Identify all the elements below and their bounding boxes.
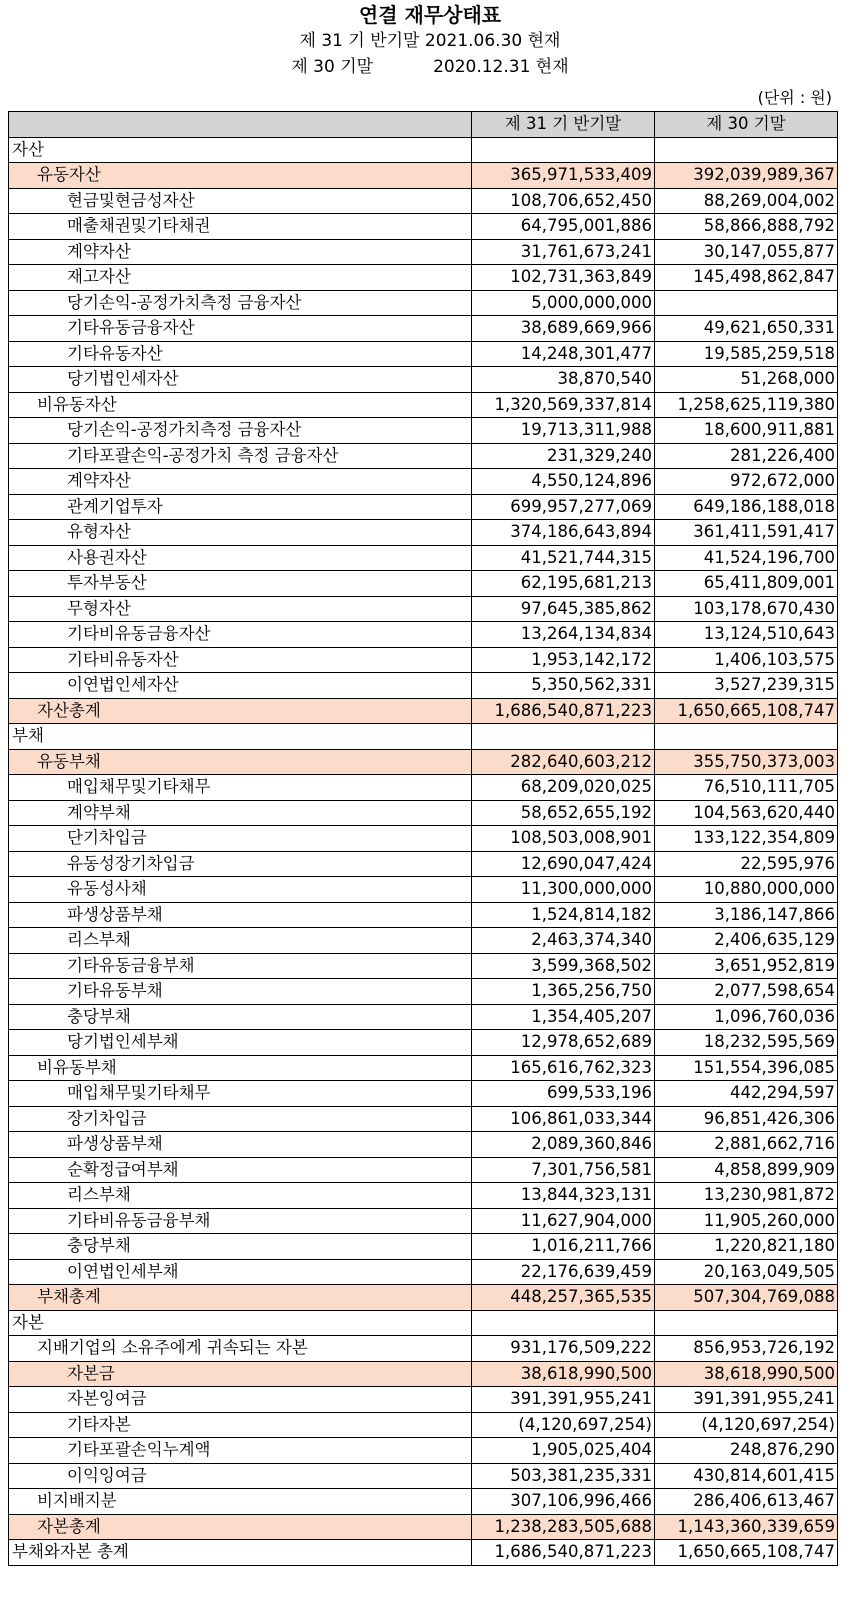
account-name: 계약부채 <box>9 800 472 826</box>
report-header <box>0 0 860 80</box>
current-period-amount: 365,971,533,409 <box>472 163 655 189</box>
prior-period-amount: 151,554,396,085 <box>655 1055 838 1081</box>
current-period-amount: 307,106,996,466 <box>472 1489 655 1515</box>
table-row <box>9 1489 838 1515</box>
prior-period-amount: 38,618,990,500 <box>655 1361 838 1387</box>
account-name: 계약자산 <box>9 239 472 265</box>
balance-sheet-table <box>8 111 838 1566</box>
account-name: 자본금 <box>9 1361 472 1387</box>
account-name: 이연법인세자산 <box>9 673 472 699</box>
table-row <box>9 1004 838 1030</box>
table-row <box>9 647 838 673</box>
table-row <box>9 316 838 342</box>
current-period-amount: 31,761,673,241 <box>472 239 655 265</box>
account-name: 관계기업투자 <box>9 494 472 520</box>
account-name: 기타유동금융부채 <box>9 953 472 979</box>
account-name: 기타포괄손익누계액 <box>9 1438 472 1464</box>
prior-period-amount: 65,411,809,001 <box>655 571 838 597</box>
account-name: 부채 <box>9 724 472 750</box>
account-name: 무형자산 <box>9 596 472 622</box>
account-name: 기타유동자산 <box>9 341 472 367</box>
table-row <box>9 520 838 546</box>
current-period-amount: 102,731,363,849 <box>472 265 655 291</box>
table-row <box>9 1463 838 1489</box>
table-row <box>9 596 838 622</box>
current-period-amount: 1,905,025,404 <box>472 1438 655 1464</box>
current-period-amount: 108,503,008,901 <box>472 826 655 852</box>
period-current: 제 31 기 반기말 2021.06.30 현재 <box>299 31 561 51</box>
account-name: 매입채무및기타채무 <box>9 775 472 801</box>
account-name: 순확정급여부채 <box>9 1157 472 1183</box>
prior-period-amount: (4,120,697,254) <box>655 1412 838 1438</box>
prior-period-amount: 507,304,769,088 <box>655 1285 838 1311</box>
current-period-amount: 38,618,990,500 <box>472 1361 655 1387</box>
prior-period-amount: 355,750,373,003 <box>655 749 838 775</box>
current-period-amount: (4,120,697,254) <box>472 1412 655 1438</box>
current-period-amount: 41,521,744,315 <box>472 545 655 571</box>
account-name: 재고자산 <box>9 265 472 291</box>
account-name: 사용권자산 <box>9 545 472 571</box>
account-name: 유동부채 <box>9 749 472 775</box>
current-period-amount: 13,264,134,834 <box>472 622 655 648</box>
table-row <box>9 469 838 495</box>
prior-period-amount: 76,510,111,705 <box>655 775 838 801</box>
table-row <box>9 1208 838 1234</box>
table-row <box>9 545 838 571</box>
prior-period-amount: 18,600,911,881 <box>655 418 838 444</box>
current-period-amount: 5,350,562,331 <box>472 673 655 699</box>
unit-label: (단위 : 원) <box>757 88 832 107</box>
prior-period-amount: 361,411,591,417 <box>655 520 838 546</box>
account-name: 기타포괄손익-공정가치 측정 금융자산 <box>9 443 472 469</box>
table-row <box>9 1234 838 1260</box>
account-name: 리스부채 <box>9 928 472 954</box>
table-row <box>9 622 838 648</box>
prior-period-amount <box>655 137 838 163</box>
prior-period-amount: 649,186,188,018 <box>655 494 838 520</box>
account-name: 지배기업의 소유주에게 귀속되는 자본 <box>9 1336 472 1362</box>
prior-period-amount: 2,881,662,716 <box>655 1132 838 1158</box>
table-row <box>9 494 838 520</box>
prior-period-amount: 972,672,000 <box>655 469 838 495</box>
table-row <box>9 928 838 954</box>
current-period-amount: 13,844,323,131 <box>472 1183 655 1209</box>
table-row <box>9 137 838 163</box>
prior-period-amount: 392,039,989,367 <box>655 163 838 189</box>
table-row <box>9 1259 838 1285</box>
table-row <box>9 749 838 775</box>
table-row <box>9 1412 838 1438</box>
current-period-amount: 22,176,639,459 <box>472 1259 655 1285</box>
table-row <box>9 1106 838 1132</box>
current-period-amount: 282,640,603,212 <box>472 749 655 775</box>
current-period-amount: 97,645,385,862 <box>472 596 655 622</box>
current-period-amount: 231,329,240 <box>472 443 655 469</box>
prior-period-amount: 3,527,239,315 <box>655 673 838 699</box>
prior-period-amount: 1,258,625,119,380 <box>655 392 838 418</box>
prior-period-amount: 58,866,888,792 <box>655 214 838 240</box>
prior-period-amount: 20,163,049,505 <box>655 1259 838 1285</box>
current-period-amount: 64,795,001,886 <box>472 214 655 240</box>
table-row <box>9 877 838 903</box>
account-name: 매출채권및기타채권 <box>9 214 472 240</box>
table-row <box>9 1438 838 1464</box>
current-period-amount: 108,706,652,450 <box>472 188 655 214</box>
current-period-amount: 2,089,360,846 <box>472 1132 655 1158</box>
account-name: 당기손익-공정가치측정 금융자산 <box>9 418 472 444</box>
prior-period-amount: 1,650,665,108,747 <box>655 1540 838 1566</box>
current-period-amount: 3,599,368,502 <box>472 953 655 979</box>
table-row <box>9 1157 838 1183</box>
table-row <box>9 443 838 469</box>
prior-period-amount: 281,226,400 <box>655 443 838 469</box>
report-title: 연결 재무상태표 <box>358 3 502 27</box>
prior-period-amount: 30,147,055,877 <box>655 239 838 265</box>
account-name: 충당부채 <box>9 1234 472 1260</box>
prior-period-amount: 103,178,670,430 <box>655 596 838 622</box>
account-name: 비지배지분 <box>9 1489 472 1515</box>
current-period-amount: 699,533,196 <box>472 1081 655 1107</box>
account-name: 기타자본 <box>9 1412 472 1438</box>
current-period-amount: 503,381,235,331 <box>472 1463 655 1489</box>
account-name: 당기손익-공정가치측정 금융자산 <box>9 290 472 316</box>
current-period-amount: 38,689,669,966 <box>472 316 655 342</box>
table-row <box>9 367 838 393</box>
current-period-amount: 62,195,681,213 <box>472 571 655 597</box>
prior-period-amount: 18,232,595,569 <box>655 1030 838 1056</box>
header-account <box>9 112 472 138</box>
current-period-amount: 106,861,033,344 <box>472 1106 655 1132</box>
table-row <box>9 1285 838 1311</box>
account-name: 장기차입금 <box>9 1106 472 1132</box>
current-period-amount: 12,690,047,424 <box>472 851 655 877</box>
table-row <box>9 1387 838 1413</box>
table-row <box>9 163 838 189</box>
current-period-amount: 1,686,540,871,223 <box>472 1540 655 1566</box>
table-row <box>9 1336 838 1362</box>
table-row <box>9 698 838 724</box>
account-name: 유동자산 <box>9 163 472 189</box>
prior-period-amount: 391,391,955,241 <box>655 1387 838 1413</box>
current-period-amount: 4,550,124,896 <box>472 469 655 495</box>
current-period-amount: 11,627,904,000 <box>472 1208 655 1234</box>
account-name: 파생상품부채 <box>9 902 472 928</box>
current-period-amount: 38,870,540 <box>472 367 655 393</box>
account-name: 당기법인세부채 <box>9 1030 472 1056</box>
prior-period-amount: 248,876,290 <box>655 1438 838 1464</box>
account-name: 계약자산 <box>9 469 472 495</box>
table-row <box>9 826 838 852</box>
current-period-amount: 12,978,652,689 <box>472 1030 655 1056</box>
table-row <box>9 953 838 979</box>
table-row <box>9 902 838 928</box>
prior-period-amount: 13,230,981,872 <box>655 1183 838 1209</box>
current-period-amount: 2,463,374,340 <box>472 928 655 954</box>
prior-period-amount: 41,524,196,700 <box>655 545 838 571</box>
current-period-amount: 68,209,020,025 <box>472 775 655 801</box>
account-name: 비유동부채 <box>9 1055 472 1081</box>
account-name: 자산 <box>9 137 472 163</box>
prior-period-amount: 51,268,000 <box>655 367 838 393</box>
current-period-amount: 931,176,509,222 <box>472 1336 655 1362</box>
current-period-amount: 19,713,311,988 <box>472 418 655 444</box>
prior-period-amount: 3,186,147,866 <box>655 902 838 928</box>
current-period-amount: 374,186,643,894 <box>472 520 655 546</box>
table-row <box>9 979 838 1005</box>
account-name: 기타비유동금융부채 <box>9 1208 472 1234</box>
current-period-amount <box>472 1310 655 1336</box>
account-name: 투자부동산 <box>9 571 472 597</box>
prior-period-amount: 3,651,952,819 <box>655 953 838 979</box>
header-prior-period: 제 30 기말 <box>655 112 838 138</box>
prior-period-amount: 104,563,620,440 <box>655 800 838 826</box>
prior-period-amount: 22,595,976 <box>655 851 838 877</box>
current-period-amount: 11,300,000,000 <box>472 877 655 903</box>
account-name: 이익잉여금 <box>9 1463 472 1489</box>
current-period-amount: 58,652,655,192 <box>472 800 655 826</box>
table-row <box>9 1081 838 1107</box>
account-name: 자본 <box>9 1310 472 1336</box>
current-period-amount: 1,320,569,337,814 <box>472 392 655 418</box>
prior-period-amount: 856,953,726,192 <box>655 1336 838 1362</box>
prior-period-amount: 10,880,000,000 <box>655 877 838 903</box>
table-row <box>9 1183 838 1209</box>
prior-period-amount: 19,585,259,518 <box>655 341 838 367</box>
account-name: 부채총계 <box>9 1285 472 1311</box>
period-prior <box>0 54 860 80</box>
table-row <box>9 1540 838 1566</box>
table-row <box>9 800 838 826</box>
prior-period-amount: 2,077,598,654 <box>655 979 838 1005</box>
period-prior-label: 제 30 기말 <box>291 57 374 77</box>
account-name: 기타비유동자산 <box>9 647 472 673</box>
current-period-amount <box>472 137 655 163</box>
current-period-amount: 391,391,955,241 <box>472 1387 655 1413</box>
prior-period-amount <box>655 724 838 750</box>
table-body <box>9 137 838 1565</box>
current-period-amount: 165,616,762,323 <box>472 1055 655 1081</box>
current-period-amount: 1,238,283,505,688 <box>472 1514 655 1540</box>
prior-period-amount: 1,650,665,108,747 <box>655 698 838 724</box>
current-period-amount: 5,000,000,000 <box>472 290 655 316</box>
prior-period-amount: 145,498,862,847 <box>655 265 838 291</box>
current-period-amount: 699,957,277,069 <box>472 494 655 520</box>
account-name: 부채와자본 총계 <box>9 1540 472 1566</box>
table-row <box>9 1030 838 1056</box>
prior-period-amount: 4,858,899,909 <box>655 1157 838 1183</box>
table-row <box>9 1361 838 1387</box>
table-row <box>9 341 838 367</box>
table-row <box>9 1132 838 1158</box>
current-period-amount: 14,248,301,477 <box>472 341 655 367</box>
table-row <box>9 188 838 214</box>
current-period-amount: 1,354,405,207 <box>472 1004 655 1030</box>
table-row <box>9 775 838 801</box>
table-row <box>9 392 838 418</box>
table-header-row <box>9 112 838 138</box>
prior-period-amount: 49,621,650,331 <box>655 316 838 342</box>
table-row <box>9 214 838 240</box>
account-name: 유형자산 <box>9 520 472 546</box>
prior-period-amount: 2,406,635,129 <box>655 928 838 954</box>
current-period-amount <box>472 724 655 750</box>
prior-period-amount: 286,406,613,467 <box>655 1489 838 1515</box>
current-period-amount: 1,016,211,766 <box>472 1234 655 1260</box>
prior-period-amount: 1,096,760,036 <box>655 1004 838 1030</box>
table-row <box>9 571 838 597</box>
prior-period-amount: 442,294,597 <box>655 1081 838 1107</box>
prior-period-amount: 1,220,821,180 <box>655 1234 838 1260</box>
table-row <box>9 1055 838 1081</box>
account-name: 충당부채 <box>9 1004 472 1030</box>
current-period-amount: 1,686,540,871,223 <box>472 698 655 724</box>
prior-period-amount <box>655 290 838 316</box>
account-name: 매입채무및기타채무 <box>9 1081 472 1107</box>
account-name: 파생상품부채 <box>9 1132 472 1158</box>
current-period-amount: 1,365,256,750 <box>472 979 655 1005</box>
account-name: 자본잉여금 <box>9 1387 472 1413</box>
prior-period-amount: 430,814,601,415 <box>655 1463 838 1489</box>
table-row <box>9 673 838 699</box>
account-name: 이연법인세부채 <box>9 1259 472 1285</box>
prior-period-amount: 133,122,354,809 <box>655 826 838 852</box>
prior-period-amount: 96,851,426,306 <box>655 1106 838 1132</box>
prior-period-amount: 11,905,260,000 <box>655 1208 838 1234</box>
account-name: 기타유동부채 <box>9 979 472 1005</box>
current-period-amount: 7,301,756,581 <box>472 1157 655 1183</box>
current-period-amount: 1,524,814,182 <box>472 902 655 928</box>
table-row <box>9 1514 838 1540</box>
table-row <box>9 265 838 291</box>
account-name: 기타비유동금융자산 <box>9 622 472 648</box>
account-name: 당기법인세자산 <box>9 367 472 393</box>
current-period-amount: 1,953,142,172 <box>472 647 655 673</box>
account-name: 자본총계 <box>9 1514 472 1540</box>
current-period-amount: 448,257,365,535 <box>472 1285 655 1311</box>
prior-period-amount: 88,269,004,002 <box>655 188 838 214</box>
account-name: 유동성장기차입금 <box>9 851 472 877</box>
account-name: 자산총계 <box>9 698 472 724</box>
period-prior-date: 2020.12.31 현재 <box>433 57 569 77</box>
prior-period-amount: 1,406,103,575 <box>655 647 838 673</box>
table-row <box>9 418 838 444</box>
account-name: 기타유동금융자산 <box>9 316 472 342</box>
account-name: 단기차입금 <box>9 826 472 852</box>
header-current-period: 제 31 기 반기말 <box>472 112 655 138</box>
account-name: 비유동자산 <box>9 392 472 418</box>
account-name: 리스부채 <box>9 1183 472 1209</box>
table-row <box>9 1310 838 1336</box>
table-row <box>9 239 838 265</box>
prior-period-amount: 13,124,510,643 <box>655 622 838 648</box>
table-row <box>9 851 838 877</box>
prior-period-amount: 1,143,360,339,659 <box>655 1514 838 1540</box>
table-row <box>9 290 838 316</box>
table-row <box>9 724 838 750</box>
account-name: 유동성사채 <box>9 877 472 903</box>
account-name: 현금및현금성자산 <box>9 188 472 214</box>
prior-period-amount <box>655 1310 838 1336</box>
